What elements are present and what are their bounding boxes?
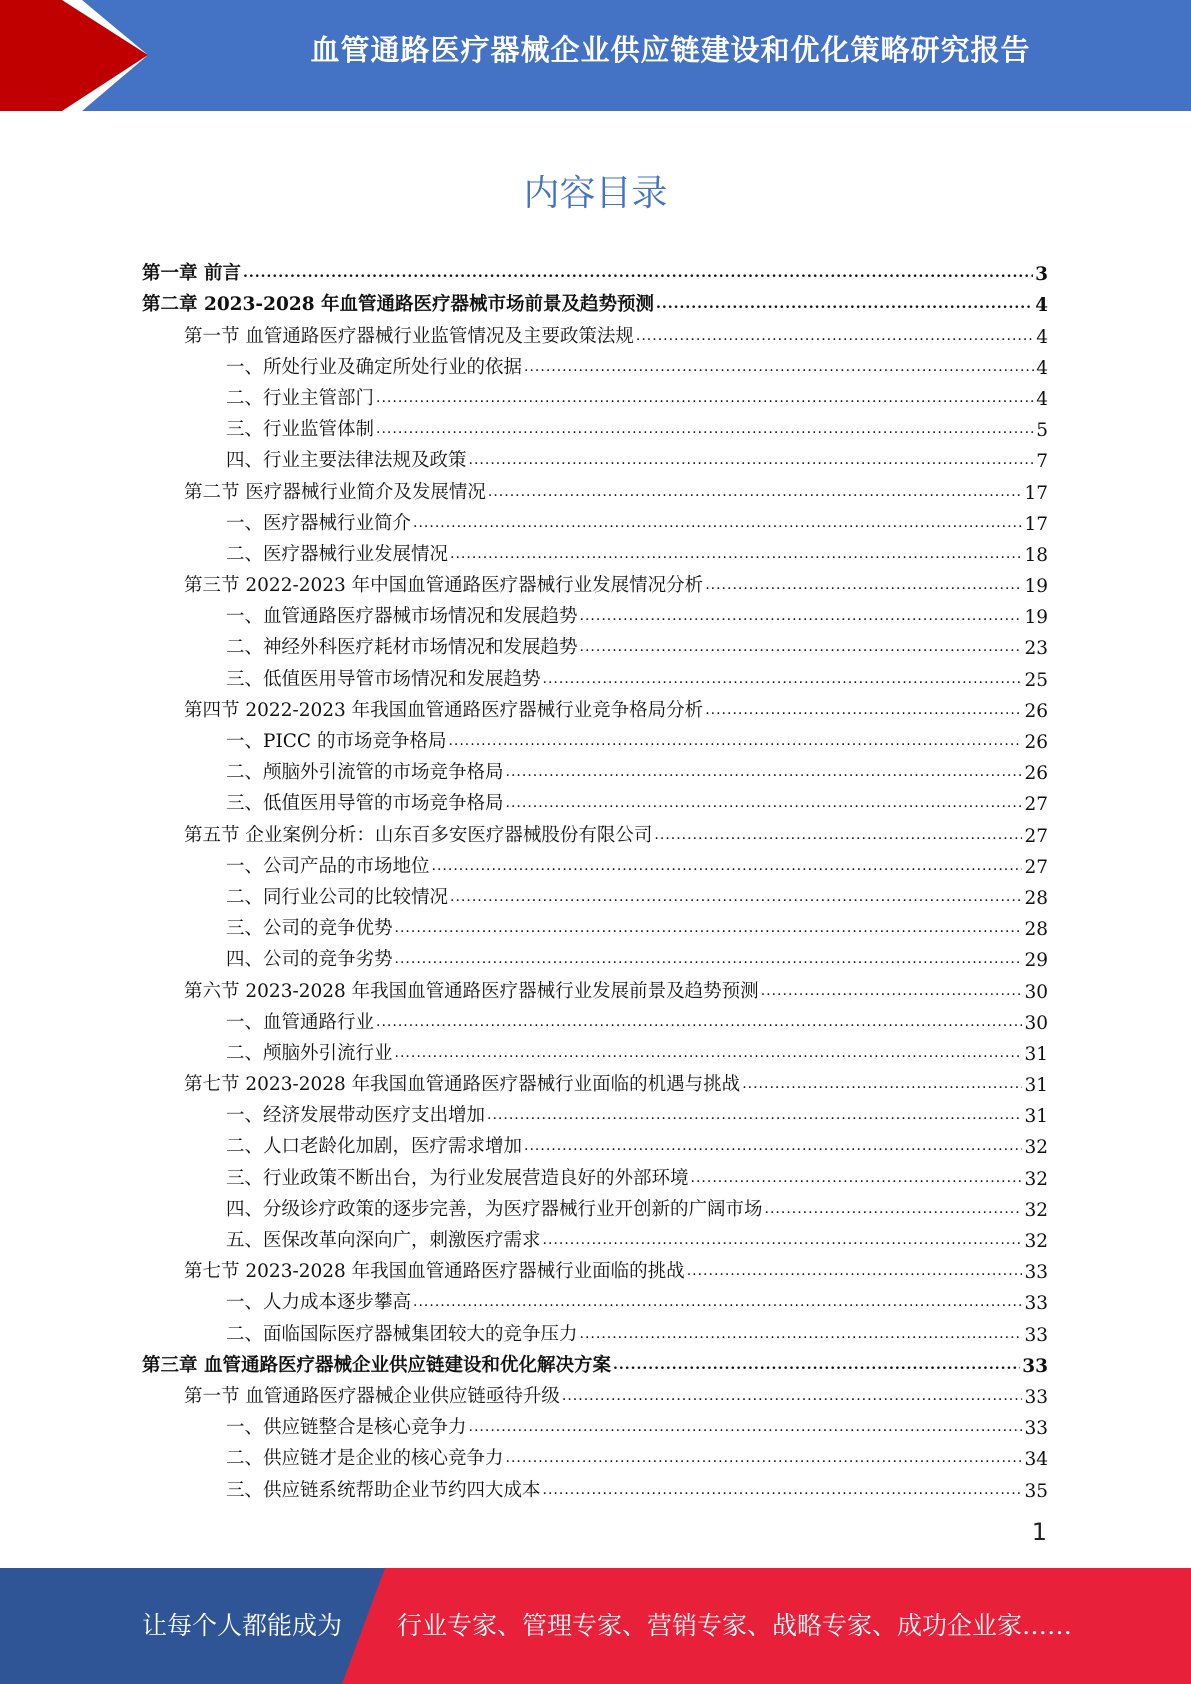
toc-entry[interactable] xyxy=(142,847,1048,878)
report-title: 血管通路医疗器械企业供应链建设和优化策略研究报告 xyxy=(310,33,1031,67)
toc-dot-leader xyxy=(687,1259,1023,1281)
toc-dot-leader xyxy=(376,1010,1022,1032)
toc-entry-page: 32 xyxy=(1024,1231,1048,1252)
toc-entry[interactable] xyxy=(142,441,1048,472)
toc-entry-title: 一、PICC 的市场竞争格局 xyxy=(226,731,447,752)
toc-dot-leader xyxy=(413,1290,1022,1312)
toc-entry-page: 26 xyxy=(1024,763,1048,785)
toc-entry[interactable] xyxy=(142,316,1048,347)
toc-entry-page: 27 xyxy=(1024,825,1048,847)
toc-entry-title: 第四节 2022-2023 年我国血管通路医疗器械行业竞争格局分析 xyxy=(184,699,704,721)
toc-entry-title: 一、所处行业及确定所处行业的依据 xyxy=(226,356,523,378)
toc-entry-page: 30 xyxy=(1024,1012,1048,1034)
toc-dot-leader xyxy=(543,1478,1023,1500)
toc-dot-leader xyxy=(243,261,1033,283)
toc-entry[interactable] xyxy=(142,1034,1048,1065)
toc-dot-leader xyxy=(543,1228,1023,1250)
toc-dot-leader xyxy=(524,1134,1022,1156)
toc-dot-leader xyxy=(432,854,1023,876)
toc-entry[interactable] xyxy=(142,1470,1048,1501)
toc-entry-title: 三、行业政策不断出台，为行业发展营造良好的外部环境 xyxy=(226,1167,689,1189)
toc-entry-page: 4 xyxy=(1036,326,1048,348)
toc-dot-leader xyxy=(580,604,1023,626)
toc-entry-title: 第二章 2023-2028 年血管通路医疗器械市场前景及趋势预测 xyxy=(142,294,655,316)
toc-dot-leader xyxy=(395,947,1023,969)
toc-entry-title: 二、神经外科医疗耗材市场情况和发展趋势 xyxy=(226,637,578,659)
toc-entry-page: 3 xyxy=(1035,264,1048,286)
toc-entry-title: 二、同行业公司的比较情况 xyxy=(226,886,449,908)
toc-entry-title: 三、公司的竞争优势 xyxy=(226,918,393,940)
toc-dot-leader xyxy=(487,1103,1022,1125)
toc-dot-leader xyxy=(613,1353,1020,1375)
toc-dot-leader xyxy=(450,885,1022,907)
toc-entry-title: 三、低值医用导管市场情况和发展趋势 xyxy=(226,668,541,690)
toc-entry[interactable] xyxy=(142,971,1048,1002)
toc-entry-title: 四、公司的竞争劣势 xyxy=(226,949,393,971)
toc-entry-title: 第七节 2023-2028 年我国血管通路医疗器械行业面临的机遇与挑战 xyxy=(184,1074,741,1096)
toc-entry[interactable] xyxy=(142,1283,1048,1314)
toc-entry-page: 35 xyxy=(1024,1480,1048,1502)
toc-entry-title: 二、面临国际医疗器械集团较大的竞争压力 xyxy=(226,1323,578,1345)
toc-entry[interactable] xyxy=(142,254,1048,285)
toc-dot-leader xyxy=(376,386,1034,408)
toc-dot-leader xyxy=(469,1415,1023,1437)
toc-entry-title: 二、人口老龄化加剧，医疗需求增加 xyxy=(226,1136,523,1158)
toc-entry-page: 19 xyxy=(1024,607,1048,629)
toc-entry-title: 第一章 前言 xyxy=(142,263,241,285)
toc-entry[interactable] xyxy=(142,1377,1048,1408)
toc-entry-title: 四、分级诊疗政策的逐步完善，为医疗器械行业开创新的广阔市场 xyxy=(226,1198,763,1220)
toc-entry[interactable] xyxy=(142,940,1048,971)
toc-dot-leader xyxy=(691,1166,1023,1188)
toc-entry-page: 28 xyxy=(1024,919,1048,941)
toc-entry-page: 28 xyxy=(1024,887,1048,909)
toc-entry-title: 二、医疗器械行业发展情况 xyxy=(226,543,449,565)
toc-entry[interactable] xyxy=(142,753,1048,784)
toc-entry-page: 4 xyxy=(1036,388,1048,410)
toc-entry[interactable] xyxy=(142,597,1048,628)
toc-entry[interactable] xyxy=(142,285,1048,316)
toc-entry-title: 三、供应链系统帮助企业节约四大成本 xyxy=(226,1479,541,1501)
toc-dot-leader xyxy=(656,292,1033,314)
toc-entry[interactable] xyxy=(142,1158,1048,1189)
toc-dot-leader xyxy=(395,916,1023,938)
footer-slogan-right: 行业专家、管理专家、营销专家、战略专家、成功企业家…… xyxy=(397,1611,1073,1640)
footer-slogan-left: 让每个人都能成为 xyxy=(142,1611,343,1640)
toc-entry-page: 27 xyxy=(1024,794,1048,816)
toc-entry[interactable] xyxy=(142,659,1048,690)
toc-dot-leader xyxy=(376,417,1034,439)
toc-entry[interactable] xyxy=(142,1190,1048,1221)
header-banner xyxy=(0,0,1191,111)
toc-entry-page: 31 xyxy=(1024,1075,1048,1097)
toc-entry-title: 四、行业主要法律法规及政策 xyxy=(226,450,467,472)
toc-dot-leader xyxy=(395,1041,1023,1063)
toc-entry-page: 18 xyxy=(1024,544,1048,566)
toc-entry-title: 二、颅脑外引流行业 xyxy=(226,1042,393,1064)
toc-dot-leader xyxy=(705,698,1022,720)
toc-dot-leader xyxy=(742,1072,1022,1094)
toc-entry-title: 一、经济发展带动医疗支出增加 xyxy=(226,1105,486,1127)
toc-entry-title: 第三章 血管通路医疗器械企业供应链建设和优化解决方案 xyxy=(142,1354,611,1376)
toc-dot-leader xyxy=(543,667,1023,689)
toc-entry-page: 25 xyxy=(1024,669,1048,691)
toc-entry[interactable] xyxy=(142,1346,1048,1377)
toc-entry[interactable] xyxy=(142,784,1048,815)
toc-entry-page: 17 xyxy=(1024,482,1048,504)
toc-dot-leader xyxy=(524,355,1034,377)
toc-dot-leader xyxy=(705,573,1022,595)
toc-dot-leader xyxy=(469,448,1035,470)
toc-entry-title: 二、供应链才是企业的核心竞争力 xyxy=(226,1448,504,1470)
toc-dot-leader xyxy=(506,1446,1023,1468)
toc-entry-title: 一、医疗器械行业简介 xyxy=(226,512,412,534)
toc-entry-page: 31 xyxy=(1024,1043,1048,1065)
toc-dot-leader xyxy=(580,1322,1023,1344)
toc-entry-title: 第五节 企业案例分析：山东百多安医疗器械股份有限公司 xyxy=(184,824,653,846)
toc-entry-title: 五、医保改革向深向广，刺激医疗需求 xyxy=(226,1230,541,1251)
toc-entry-page: 33 xyxy=(1024,1418,1048,1440)
toc-entry-page: 26 xyxy=(1024,700,1048,722)
toc-dot-leader xyxy=(765,1197,1023,1219)
toc-entry-page: 27 xyxy=(1024,856,1048,878)
toc-dot-leader xyxy=(506,760,1023,782)
toc-dot-leader xyxy=(654,823,1022,845)
toc-entry[interactable] xyxy=(142,535,1048,566)
footer-banner xyxy=(0,1568,1191,1684)
table-of-contents xyxy=(142,254,1048,1502)
toc-entry-title: 一、人力成本逐步攀高 xyxy=(226,1292,412,1314)
toc-entry-title: 一、供应链整合是核心竞争力 xyxy=(226,1417,467,1439)
toc-entry-page: 33 xyxy=(1024,1324,1048,1346)
toc-entry[interactable] xyxy=(142,504,1048,535)
toc-entry[interactable] xyxy=(142,348,1048,379)
toc-entry-page: 19 xyxy=(1024,576,1048,598)
toc-entry-title: 第七节 2023-2028 年我国血管通路医疗器械行业面临的挑战 xyxy=(184,1261,685,1283)
toc-dot-leader xyxy=(580,635,1023,657)
toc-entry-page: 31 xyxy=(1024,1106,1048,1128)
toc-entry[interactable] xyxy=(142,1439,1048,1470)
toc-entry-title: 一、公司产品的市场地位 xyxy=(226,855,430,877)
toc-entry-page: 23 xyxy=(1024,638,1048,660)
toc-entry-title: 三、行业监管体制 xyxy=(226,419,375,441)
toc-dot-leader xyxy=(506,791,1023,813)
toc-dot-leader xyxy=(562,1384,1023,1406)
toc-entry-title: 第二节 医疗器械行业简介及发展情况 xyxy=(184,481,486,503)
toc-entry-page: 33 xyxy=(1024,1293,1048,1315)
toc-entry-page: 32 xyxy=(1024,1137,1048,1159)
toc-dot-leader xyxy=(488,480,1023,502)
toc-entry-title: 第一节 血管通路医疗器械行业监管情况及主要政策法规 xyxy=(184,325,634,347)
toc-entry[interactable] xyxy=(142,1221,1048,1252)
toc-entry[interactable] xyxy=(142,815,1048,846)
toc-entry-page: 4 xyxy=(1035,295,1048,317)
toc-heading: 内容目录 xyxy=(523,173,668,214)
toc-entry[interactable] xyxy=(142,1065,1048,1096)
toc-entry[interactable] xyxy=(142,878,1048,909)
toc-entry-title: 第六节 2023-2028 年我国血管通路医疗器械行业发展前景及趋势预测 xyxy=(184,980,759,1002)
toc-dot-leader xyxy=(413,511,1022,533)
page-number: 1 xyxy=(1031,1518,1047,1546)
toc-entry-title: 一、血管通路医疗器械市场情况和发展趋势 xyxy=(226,606,578,628)
toc-entry[interactable] xyxy=(142,1408,1048,1439)
toc-dot-leader xyxy=(450,542,1022,564)
toc-entry[interactable] xyxy=(142,1003,1048,1034)
toc-entry-page: 33 xyxy=(1024,1262,1048,1284)
toc-entry-title: 第一节 血管通路医疗器械企业供应链亟待升级 xyxy=(184,1385,560,1407)
toc-entry[interactable] xyxy=(142,566,1048,597)
toc-entry-page: 32 xyxy=(1024,1199,1048,1221)
toc-entry-title: 三、低值医用导管的市场竞争格局 xyxy=(226,793,504,815)
toc-entry[interactable] xyxy=(142,909,1048,940)
toc-entry[interactable] xyxy=(142,1314,1048,1345)
toc-entry-page: 33 xyxy=(1024,1386,1048,1408)
toc-entry-page: 5 xyxy=(1036,420,1048,442)
toc-entry[interactable] xyxy=(142,722,1048,753)
toc-entry[interactable] xyxy=(142,1127,1048,1158)
toc-dot-leader xyxy=(636,324,1034,346)
toc-entry[interactable] xyxy=(142,1096,1048,1127)
toc-entry[interactable] xyxy=(142,1252,1048,1283)
toc-entry[interactable] xyxy=(142,691,1048,722)
toc-entry-title: 二、行业主管部门 xyxy=(226,387,375,409)
toc-entry-page: 4 xyxy=(1036,357,1048,379)
toc-entry-title: 第三节 2022-2023 年中国血管通路医疗器械行业发展情况分析 xyxy=(184,575,704,597)
toc-dot-leader xyxy=(448,729,1022,751)
toc-entry[interactable] xyxy=(142,628,1048,659)
toc-entry[interactable] xyxy=(142,472,1048,503)
toc-entry-page: 26 xyxy=(1024,732,1048,753)
toc-entry[interactable] xyxy=(142,379,1048,410)
toc-entry-title: 一、血管通路行业 xyxy=(226,1011,375,1033)
toc-entry-page: 34 xyxy=(1024,1449,1048,1471)
toc-entry[interactable] xyxy=(142,410,1048,441)
toc-entry-page: 29 xyxy=(1024,950,1048,972)
toc-entry-page: 17 xyxy=(1024,513,1048,535)
toc-entry-page: 30 xyxy=(1024,981,1048,1003)
toc-dot-leader xyxy=(761,979,1023,1001)
toc-entry-title: 二、颅脑外引流管的市场竞争格局 xyxy=(226,762,504,784)
toc-entry-page: 7 xyxy=(1036,451,1048,473)
toc-entry-page: 33 xyxy=(1022,1355,1048,1377)
toc-entry-page: 32 xyxy=(1024,1168,1048,1190)
